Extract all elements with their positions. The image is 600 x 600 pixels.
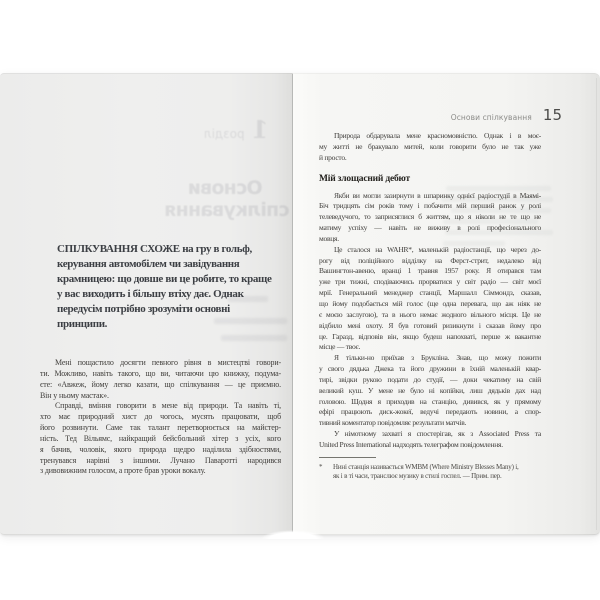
text-line: телеведучого, то заприсяглися б життям, що я ніколи не те що не <box>319 212 541 222</box>
ghost-title-line: Основи <box>188 177 263 199</box>
text-line: матиму успіху — навіть не виживу в ролі професіонального <box>319 223 541 233</box>
ghost-title-line: спілкування <box>165 198 290 221</box>
paragraph <box>319 429 541 451</box>
text-line: керування автомобілем чи завідування <box>57 257 240 270</box>
text-line: СПІЛКУВАННЯ СХОЖЕ на гру в гольф, <box>57 243 252 255</box>
paragraph <box>40 358 281 401</box>
text-line: ефірі працюють диск-жокеї, ведучі передають новини, а спор- <box>319 407 541 417</box>
running-title: Основи спілкування <box>450 113 532 122</box>
text-line: уже три тижні, сподіваючись прорватися у світ радіо — світ моєї <box>319 277 541 287</box>
text-line: Справді, вміння говорити в мене від природи. Та навіть ті, <box>55 401 281 411</box>
open-book <box>0 73 600 535</box>
text-line: Це сталося на WAHR*, маленькій радіостанції, що через до- <box>334 244 541 254</box>
text-line: Я тільки-но приїхав з Брукліна. Знав, що можу пожити <box>334 353 541 363</box>
page-number: 15 <box>542 106 562 124</box>
text-line: Він у ньому мастак». <box>40 390 109 400</box>
gutter-bottom-dip <box>250 527 336 539</box>
text-line: У німотному захваті я спостерігав, як з Associated Press та <box>334 429 541 439</box>
intro-paragraph <box>57 242 285 331</box>
text-line: є моєю заслугою), та в нього немає жодного вільного місця. Це не <box>319 309 541 319</box>
text-line: Мені пощастило досягти певного рівня в мистецтві говори- <box>55 358 281 367</box>
text-line: й просто. <box>319 152 347 162</box>
footnote-rule <box>319 457 376 458</box>
text-line: Нині станція називається WMBM (Where Ministry Blesses Many) і, <box>333 462 519 471</box>
text-line: Природа обдарувала мене красномовністю. Однак і в моє- <box>334 131 541 140</box>
text-line: тренувався нарівні з іншими. Лучано Паваротті народився <box>40 455 281 465</box>
text-line: му житті не бракувало митей, коли говорити було не так уже <box>319 141 541 151</box>
ghost-chapter-title <box>165 178 290 221</box>
text-line: з дивовижним голосом, а проте брав уроки вокалу. <box>40 466 206 476</box>
paragraph <box>40 401 281 477</box>
right-page <box>292 73 600 535</box>
footnote <box>319 457 541 482</box>
text-line: мовця. <box>319 233 339 243</box>
text-line: Вашингтон-авеню, вранці 1 травня 1957 року. Я отирався там <box>319 266 541 276</box>
right-page-text-column <box>319 131 541 482</box>
text-line: хто має природний хист до чогось, мусять працювати, щоб <box>40 412 281 422</box>
text-line: головою. Щодня я приходив на станцію, дивився, як у прямому <box>319 396 541 406</box>
text-line: Якби ви могли зазирнути в шпаринку однієї радіостудії в Маямі- <box>334 190 541 200</box>
ghost-chapter-word: розділ <box>203 127 245 141</box>
text-line: ність. Тед Вільямс, найкращий бейсбольний хітер з усіх, кого <box>40 433 281 443</box>
text-line: мрії. Генеральний менеджер станції, Маршалл Сіммондз, сказав, <box>319 288 541 298</box>
text-line: рогу від поліційного відділку на Ферст-стрит, недалеко від <box>319 255 541 265</box>
text-line: тирі, звідки рукою подати до студії, — доки чекатиму на свій <box>319 374 541 384</box>
paragraph <box>319 245 541 353</box>
ghost-text-blur <box>221 335 287 341</box>
page-header <box>451 106 562 124</box>
text-line: як і в ті часи, транслює музику в стилі госпел. — Прим. пер. <box>333 472 502 481</box>
text-line: крамницею: що довше ви це робите, то краще <box>57 272 272 285</box>
left-page <box>0 73 292 535</box>
text-line: у свого дядька Джека та його дружини в їхній маленькій квар- <box>319 364 541 374</box>
text-line: ти. Можливо, навіть такого, що ви, читаючи цю книжку, подума- <box>40 368 281 378</box>
footnote-marker: * <box>319 462 323 471</box>
text-line: передусім потрібно зрозуміти основні <box>57 302 230 315</box>
section-heading: Мій злощасний дебют <box>319 173 410 184</box>
text-line: його розвинути. Саме так талант перетворюється на майстер- <box>40 423 281 433</box>
paragraph <box>319 191 541 245</box>
left-page-text-column <box>40 358 281 477</box>
ghost-chapter-number: 1 <box>251 115 268 144</box>
text-line: тивний коментатор повідомляє результати матчів. <box>319 418 467 428</box>
text-line: великий куш. У мене не було ні копійки, лиш дядьків дах над <box>319 385 541 395</box>
paragraph <box>319 353 541 429</box>
text-line: Біч тридцять сім років тому і побачити мій перший ранок у ролі <box>319 201 541 211</box>
paragraph <box>319 131 541 164</box>
text-line: місце — твоє. <box>319 342 361 352</box>
text-line: це. Гаразд, відповів він, якщо будеш напохваті, перше ж вакантне <box>319 331 541 341</box>
text-line: я бачив, чоловік, якого природа щедро наділила здібностями, <box>40 444 281 454</box>
text-line: єте: «Авжеж, йому легко казати, що спілкування — це приємно. <box>40 379 281 389</box>
text-line: принципи. <box>57 317 108 330</box>
ghost-chapter-mark <box>204 115 268 144</box>
footnote-text <box>333 463 541 482</box>
text-line: у вас виходить і більшу втіху дає. Однак <box>57 287 244 300</box>
text-line: United Press International надходять телеграфом повідомлення. <box>319 439 503 449</box>
text-line: відбило мені охоту. Я був готовий ризикнути і сказав йому про <box>319 320 541 330</box>
text-line: що йому подобається мій голос (ще одна перевага, що аж ніяк не <box>319 298 541 308</box>
